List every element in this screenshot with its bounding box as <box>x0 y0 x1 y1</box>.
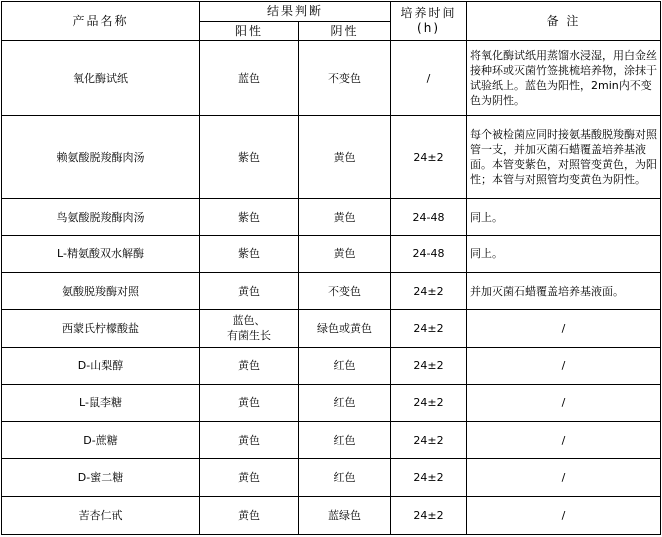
header-culture-time-unit: (h) <box>417 21 440 36</box>
positive-result: 黄色 <box>200 384 299 421</box>
note: / <box>467 459 661 496</box>
positive-result <box>200 310 299 347</box>
note: / <box>467 422 661 459</box>
table-row <box>2 310 661 347</box>
table-row <box>2 496 661 534</box>
note: / <box>467 347 661 384</box>
header-culture-time-label: 培养时间 <box>400 6 457 21</box>
culture-time: 24±2 <box>391 384 467 421</box>
negative-result: 黄色 <box>299 235 391 272</box>
product-name: D-蜜二糖 <box>2 459 200 496</box>
note: 将氧化酶试纸用蒸馏水浸湿，用白金丝接种环或灭菌竹签挑梳培养物，涂抹于试验纸上。蓝色为阳性，2min内不变色为阴性。 <box>467 41 661 116</box>
culture-time: 24±2 <box>391 422 467 459</box>
table-row <box>2 347 661 384</box>
product-name: D-山梨醇 <box>2 347 200 384</box>
header-culture-time <box>391 2 467 41</box>
table-row <box>2 115 661 199</box>
negative-result: 红色 <box>299 347 391 384</box>
product-name: L-鼠李糖 <box>2 384 200 421</box>
product-name: L-精氨酸双水解酶 <box>2 235 200 272</box>
table-row <box>2 272 661 309</box>
table-row <box>2 41 661 116</box>
culture-time: 24±2 <box>391 347 467 384</box>
table-row <box>2 235 661 272</box>
positive-result: 紫色 <box>200 199 299 235</box>
product-name: 鸟氨酸脱羧酶肉汤 <box>2 199 200 235</box>
table-row <box>2 384 661 421</box>
culture-time: 24±2 <box>391 272 467 309</box>
positive-result: 紫色 <box>200 235 299 272</box>
product-name: 氧化酶试纸 <box>2 41 200 116</box>
header-negative: 阴性 <box>299 22 391 41</box>
header-positive: 阳性 <box>200 22 299 41</box>
table-row <box>2 422 661 459</box>
culture-time: 24-48 <box>391 199 467 235</box>
negative-result: 红色 <box>299 384 391 421</box>
positive-result: 黄色 <box>200 459 299 496</box>
negative-result: 不变色 <box>299 41 391 116</box>
reaction-table <box>1 1 661 535</box>
product-name: 西蒙氏柠檬酸盐 <box>2 310 200 347</box>
table-row <box>2 199 661 235</box>
negative-result: 红色 <box>299 459 391 496</box>
positive-result-line1: 蓝色、 <box>232 314 266 328</box>
note: 并加灭菌石蜡覆盖培养基液面。 <box>467 272 661 309</box>
note: / <box>467 384 661 421</box>
negative-result: 蓝绿色 <box>299 496 391 534</box>
product-name: 赖氨酸脱羧酶肉汤 <box>2 115 200 199</box>
negative-result: 黄色 <box>299 199 391 235</box>
culture-time: / <box>391 41 467 116</box>
product-name: D-蔗糖 <box>2 422 200 459</box>
note: 同上。 <box>467 199 661 235</box>
product-name: 氨酸脱羧酶对照 <box>2 272 200 309</box>
positive-result: 黄色 <box>200 496 299 534</box>
culture-time: 24±2 <box>391 496 467 534</box>
note: 同上。 <box>467 235 661 272</box>
positive-result: 紫色 <box>200 115 299 199</box>
negative-result: 黄色 <box>299 115 391 199</box>
note: / <box>467 310 661 347</box>
negative-result: 不变色 <box>299 272 391 309</box>
negative-result: 绿色或黄色 <box>299 310 391 347</box>
note: 每个被检菌应同时接氨基酸脱羧酶对照管一支，并加灭菌石蜡覆盖培养基液面。本管变紫色，对照管变黄色，为阳性；本管与对照管均变黄色为阴性。 <box>467 115 661 199</box>
header-result: 结果判断 <box>200 2 391 22</box>
header-row <box>2 2 661 22</box>
header-notes: 备 注 <box>467 2 661 41</box>
negative-result: 红色 <box>299 422 391 459</box>
culture-time: 24±2 <box>391 310 467 347</box>
culture-time: 24±2 <box>391 459 467 496</box>
note: / <box>467 496 661 534</box>
header-product-name: 产品名称 <box>2 2 200 41</box>
table-row <box>2 459 661 496</box>
positive-result: 黄色 <box>200 422 299 459</box>
positive-result-line2: 有菌生长 <box>227 329 271 343</box>
positive-result: 黄色 <box>200 272 299 309</box>
culture-time: 24±2 <box>391 115 467 199</box>
positive-result: 黄色 <box>200 347 299 384</box>
positive-result: 蓝色 <box>200 41 299 116</box>
product-name: 苦杏仁甙 <box>2 496 200 534</box>
culture-time: 24-48 <box>391 235 467 272</box>
